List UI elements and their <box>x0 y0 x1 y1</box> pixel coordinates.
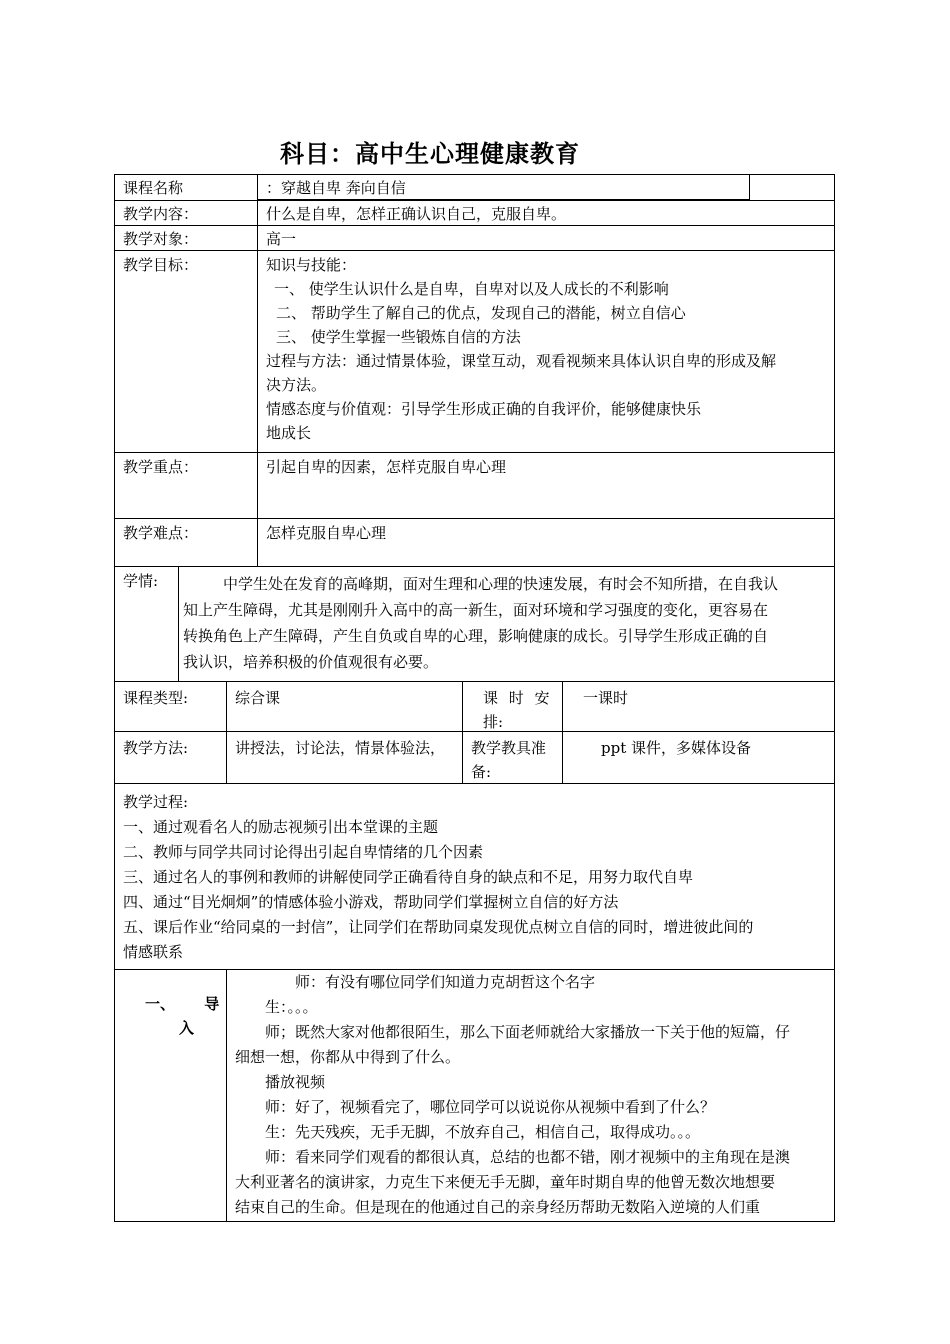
key-points-value: 引起自卑的因素，怎样克服自卑心理 <box>257 453 834 518</box>
method-value: 讲授法，讨论法，情景体验法， <box>226 732 462 783</box>
row-difficulties <box>114 519 835 567</box>
course-name-label: 课程名称 <box>123 179 184 197</box>
intro-line: 师：看来同学们观看的都很认真，总结的也都不错，刚才视频中的主角现在是澳 <box>265 1148 791 1166</box>
row-goals <box>114 251 835 453</box>
intro-line: 师；既然大家对他都很陌生，那么下面老师就给大家播放一下关于他的短篇，仔 <box>265 1023 791 1041</box>
intro-label-line: 入 <box>179 1019 195 1037</box>
intro-line: 师：好了，视频看完了，哪位同学可以说说你从视频中看到了什么？ <box>265 1098 716 1116</box>
schedule-label <box>462 682 562 731</box>
goals-line: 二、 帮助学生了解自己的优点，发现自己的潜能，树立自信心 <box>276 304 686 322</box>
intro-label <box>115 970 226 1221</box>
process-line: 五、课后作业“给同桌的一封信”，让同学们在帮助同桌发现优点树立自信的同时，增进彼此间的 <box>123 918 754 936</box>
goals-line: 决方法。 <box>266 376 327 394</box>
intro-line: 生：。。。 <box>265 998 318 1016</box>
content-value: 什么是自卑，怎样正确认识自己，克服自卑。 <box>257 201 834 225</box>
key-points-label: 教学重点： <box>123 458 199 476</box>
intro-line: 细想一想，你都从中得到了什么。 <box>235 1048 461 1066</box>
course-type-value: 综合课 <box>226 682 462 731</box>
method-label: 教学方法: <box>123 739 189 757</box>
tools-label-line: 备: <box>471 763 492 781</box>
process-line: 情感联系 <box>123 943 184 961</box>
schedule-value: 一课时 <box>562 682 834 731</box>
row-intro <box>114 970 835 1222</box>
situation-line: 中学生处在发育的高峰期，面对生理和心理的快速发展，有时会不知所措，在自我认 <box>223 575 779 593</box>
schedule-label-line: 排: <box>483 713 504 731</box>
row-content <box>114 200 835 226</box>
intro-line: 生：先天残疾，无手无脚，不放弃自己，相信自己，取得成功。。。 <box>265 1123 701 1141</box>
goals-line: 一、 使学生认识什么是自卑，自卑对以及人成长的不利影响 <box>274 280 669 298</box>
process-line: 教学过程: <box>123 793 189 811</box>
goals-line: 三、 使学生掌握一些锻炼自信的方法 <box>276 328 521 346</box>
intro-line: 播放视频 <box>265 1073 326 1091</box>
intro-line: 师：有没有哪位同学们知道力克胡哲这个名字 <box>295 973 596 991</box>
difficulties-label: 教学难点： <box>123 524 199 542</box>
row-course-name <box>114 174 835 200</box>
intro-label-line: 一、 导 <box>145 995 220 1013</box>
course-type-label: 课程类型: <box>123 689 189 707</box>
process-line: 一、通过观看名人的励志视频引出本堂课的主题 <box>123 818 439 836</box>
target-value: 高一 <box>257 226 834 250</box>
row-method <box>114 732 835 784</box>
goals-line: 过程与方法：通过情景体验，课堂互动，观看视频来具体认识自卑的形成及解 <box>266 352 777 370</box>
situation-label: 学情: <box>123 572 159 590</box>
schedule-label-line: 课 时 安 <box>483 689 550 707</box>
goals-line: 情感态度与价值观：引导学生形成正确的自我评价，能够健康快乐 <box>266 400 702 418</box>
row-situation <box>114 567 835 682</box>
goals-line: 知识与技能： <box>266 256 357 274</box>
goals-content <box>257 251 834 452</box>
process-line: 四、通过“目光炯炯”的情感体验小游戏，帮助同学们掌握树立自信的好方法 <box>123 893 619 911</box>
tools-value: ppt 课件，多媒体设备 <box>562 732 834 783</box>
lesson-plan-table <box>114 174 835 1222</box>
row-key-points <box>114 453 835 519</box>
difficulties-value: 怎样克服自卑心理 <box>257 519 834 566</box>
document-title: 科目：高中生心理健康教育 <box>280 140 580 168</box>
situation-line: 我认识，培养积极的价值观很有必要。 <box>183 653 439 671</box>
row-target <box>114 226 835 251</box>
situation-line: 转换角色上产生障碍，产生自负或自卑的心理，影响健康的成长。引导学生形成正确的自 <box>183 627 769 645</box>
tools-label-line: 教学教具准 <box>471 739 547 757</box>
process-line: 二、教师与同学共同讨论得出引起自卑情绪的几个因素 <box>123 843 484 861</box>
content-label: 教学内容： <box>123 205 199 223</box>
target-label: 教学对象： <box>123 230 199 248</box>
intro-line: 结束自己的生命。但是现在的他通过自己的亲身经历帮助无数陷入逆境的人们重 <box>235 1198 761 1216</box>
intro-line: 大利亚著名的演讲家，力克生下来便无手无脚，童年时期自卑的他曾无数次地想要 <box>235 1173 776 1191</box>
process-line: 三、通过名人的事例和教师的讲解使同学正确看待自身的缺点和不足，用努力取代自卑 <box>123 868 694 886</box>
goals-line: 地成长 <box>266 424 312 442</box>
tools-label <box>462 732 562 783</box>
row-course-type <box>114 682 835 732</box>
intro-content <box>226 970 834 1221</box>
situation-content <box>178 567 834 681</box>
course-name-value: ：穿越自卑 奔向自信 <box>257 175 750 200</box>
process-content <box>115 784 834 969</box>
row-process <box>114 784 835 970</box>
goals-label: 教学目标： <box>123 256 199 274</box>
situation-line: 知上产生障碍，尤其是刚刚升入高中的高一新生，面对环境和学习强度的变化，更容易在 <box>183 601 769 619</box>
